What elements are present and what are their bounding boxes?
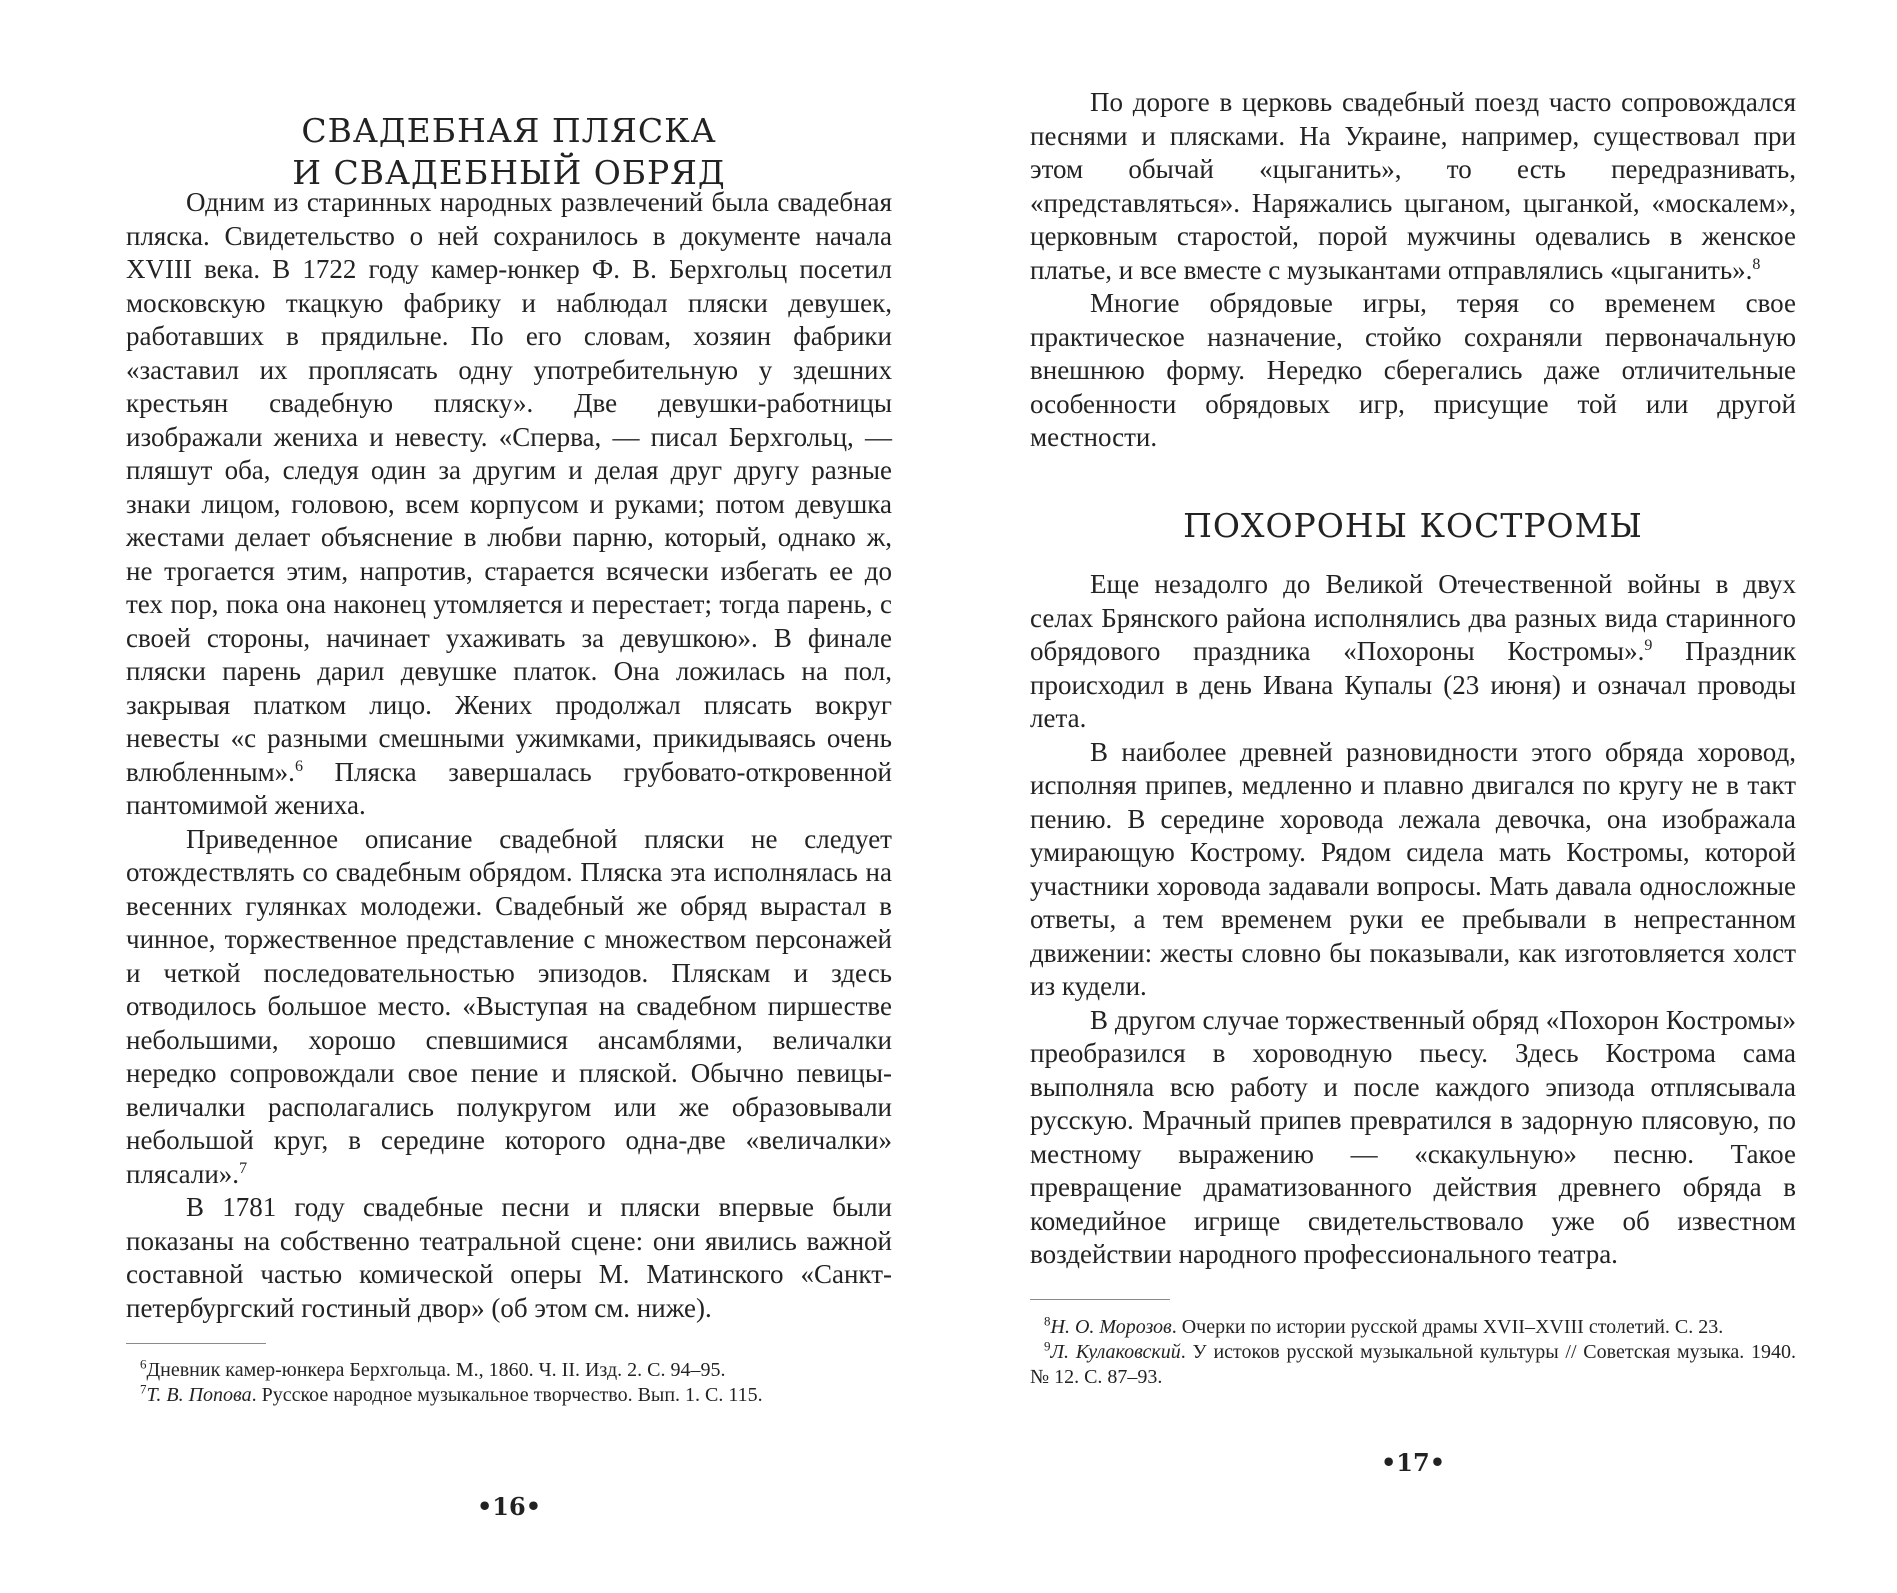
footnote-8 [1030,1315,1796,1340]
right-page-body-bottom [1030,568,1796,1272]
footnote-7-text: . Русское народное музыкальное творчество. Вып. 1. С. 115. [251,1384,763,1406]
footnote-9 [1030,1340,1796,1390]
footnote-ref-9[interactable]: 9 [1644,637,1653,654]
right-footnotes [1030,1315,1796,1390]
footnote-6-number: 6 [140,1356,147,1372]
right-paragraph-4-text: В наиболее древней разновидности этого обряда хоровод, исполняя припев, медленно и плавно двигался по кругу не в такт пению. В середине хоровода лежала девочка, она изображала умирающую Кострому. Рядом сидела мать Костромы, которой участники хоровода задавали вопросы. Мать давала односложные ответы, а тем временем руки ее пребывали в непрестанном движении: жесты словно бы показывали, как изготовляется холст из кудели. [1030,736,1796,1001]
right-paragraph-2 [1030,287,1796,455]
left-footnotes [126,1358,892,1408]
footnote-7-author: Т. В. Попова [146,1384,252,1406]
left-paragraph-3 [126,1191,892,1325]
footnote-7-number: 7 [140,1381,147,1397]
left-heading-line-1: СВАДЕБНАЯ ПЛЯСКА [301,111,717,150]
right-paragraph-1-text: По дороге в церковь свадебный поезд часто сопровождался песнями и плясками. На Украине, например, существовал при этом обычай «цыганить», то есть передразнивать, «представляться». Наряжались цыганом, цыганкой, «москалем», церковным старостой, порой мужчины одевались в женское платье, и все вместе с музыкантами отправлялись «цыганить». [1030,87,1796,285]
left-paragraph-1-tail: Пляска завершалась грубовато-откровенной пантомимой жениха. [126,756,892,820]
footnote-6-text: Дневник камер-юнкера Берхгольца. М., 1860. Ч. II. Изд. 2. С. 94–95. [146,1359,726,1381]
left-page-number: •16• [476,1492,542,1521]
right-paragraph-3-tail: Праздник происходил в день Ивана Купалы (23 июня) и означал проводы лета. [1030,636,1796,733]
left-footnote-divider [126,1343,266,1344]
left-paragraph-1-text: Одним из старинных народных развлечений была свадебная пляска. Свидетельство о ней сохранилось в документе начала XVIII века. В 1722 году камер-юнкер Ф. В. Берхгольц посетил московскую ткацкую фабрику и наблюдал пляски девушек, работавших в прядильне. По его словам, хозяин фабрики «заставил их проплясать одну употребительную у здешних крестьян свадебную пляску». Две девушки-работницы изображали жениха и невесту. «Сперва, — писал Берхгольц, — пляшут оба, следуя один за другим и делая друг другу разные знаки лицом, головою, всем корпусом и руками; потом девушка жестами делает объяснение в любви парню, который, однако ж, не трогается этим, напротив, старается всячески избегать ее до тех пор, пока она наконец утомляется и перестает; тогда парень, с своей стороны, начинает ухаживать за девушкою». В финале пляски парень дарил девушке платок. Она ложилась на пол, закрывая платком лицо. Жених продолжал плясать вокруг невесты «с разными смешными ужимками, прикидываясь очень влюбленным». [126,187,892,787]
right-page-body-top [1030,86,1796,455]
left-page [126,0,892,1593]
footnote-7 [126,1383,892,1408]
right-paragraph-4 [1030,736,1796,1004]
footnote-6 [126,1358,892,1383]
right-paragraph-5-text: В другом случае торжественный обряд «Похорон Костромы» преобразился в хороводную пьесу. Здесь Кострома сама выполняла всю работу и после каждого эпизода отплясывала русскую. Мрачный припев превратился в задорную плясовую, по местному выражению — «скакульную» песню. Такое превращение драматизованного действия древнего обряда в комедийное игрище свидетельствовало уже об известном воздействии народного профессионального театра. [1030,1004,1796,1269]
right-paragraph-5 [1030,1004,1796,1272]
left-paragraph-1 [126,186,892,823]
left-page-body [126,186,892,1325]
left-heading-line-2: И СВАДЕБНЫЙ ОБРЯД [292,153,726,192]
right-page-number: •17• [1380,1448,1446,1477]
right-page-heading: ПОХОРОНЫ КОСТРОМЫ [1183,506,1643,545]
footnote-8-number: 8 [1044,1313,1051,1329]
footnote-9-author: Л. Кулаковский [1050,1341,1181,1363]
left-paragraph-2-text: Приведенное описание свадебной пляски не следует отождествлять со свадебным обрядом. Пляска эта исполнялась на весенних гулянках молодежи. Свадебный же обряд вырастал в чинное, торжественное представление с множеством персонажей и четкой последовательностью эпизодов. Пляскам и здесь отводилось большое место. «Выступая на свадебном пиршестве небольшими, хорошо спевшимися ансамблями, величалки нередко сопровождали свое пение и пляской. Обычно певицы-величалки располагались полукругом или же образовывали небольшой круг, в середине которого одна-две «величалки» плясали». [126,823,892,1189]
footnote-ref-8[interactable]: 8 [1752,255,1761,273]
footnote-9-number: 9 [1044,1338,1051,1354]
footnote-8-text: . Очерки по истории русской драмы XVII–XVIII столетий. С. 23. [1171,1316,1724,1338]
left-page-heading [126,110,892,194]
right-paragraph-2-text: Многие обрядовые игры, теряя со временем свое практическое назначение, стойко сохраняли первоначальную внешнюю форму. Нередко сберегались даже отличительные особенности обрядовых игр, присущие той или другой местности. [1030,288,1796,452]
footnote-9-text: . У истоков русской музыкальной культуры // Советская музыка. 1940. № 12. С. 87–93. [1030,1341,1796,1388]
left-paragraph-2 [126,823,892,1192]
right-paragraph-1 [1030,86,1796,287]
footnote-ref-7[interactable]: 7 [239,1159,248,1177]
footnote-8-author: Н. О. Морозов [1050,1316,1172,1338]
right-page [1030,0,1796,1593]
right-paragraph-3-text: Еще незадолго до Великой Отечественной войны в двух селах Брянского района исполнялись два разных вида старинного обрядового праздника «Похороны Костромы». [1030,569,1796,666]
right-footnote-divider [1030,1299,1170,1300]
left-paragraph-3-text: В 1781 году свадебные песни и пляски впервые были показаны на собственно театральной сцене: они явились важной составной частью комической оперы М. Матинского «Санкт-петербургский гостиный двор» (об этом см. ниже). [126,1192,892,1323]
right-paragraph-3 [1030,568,1796,736]
footnote-ref-6[interactable]: 6 [294,757,303,775]
